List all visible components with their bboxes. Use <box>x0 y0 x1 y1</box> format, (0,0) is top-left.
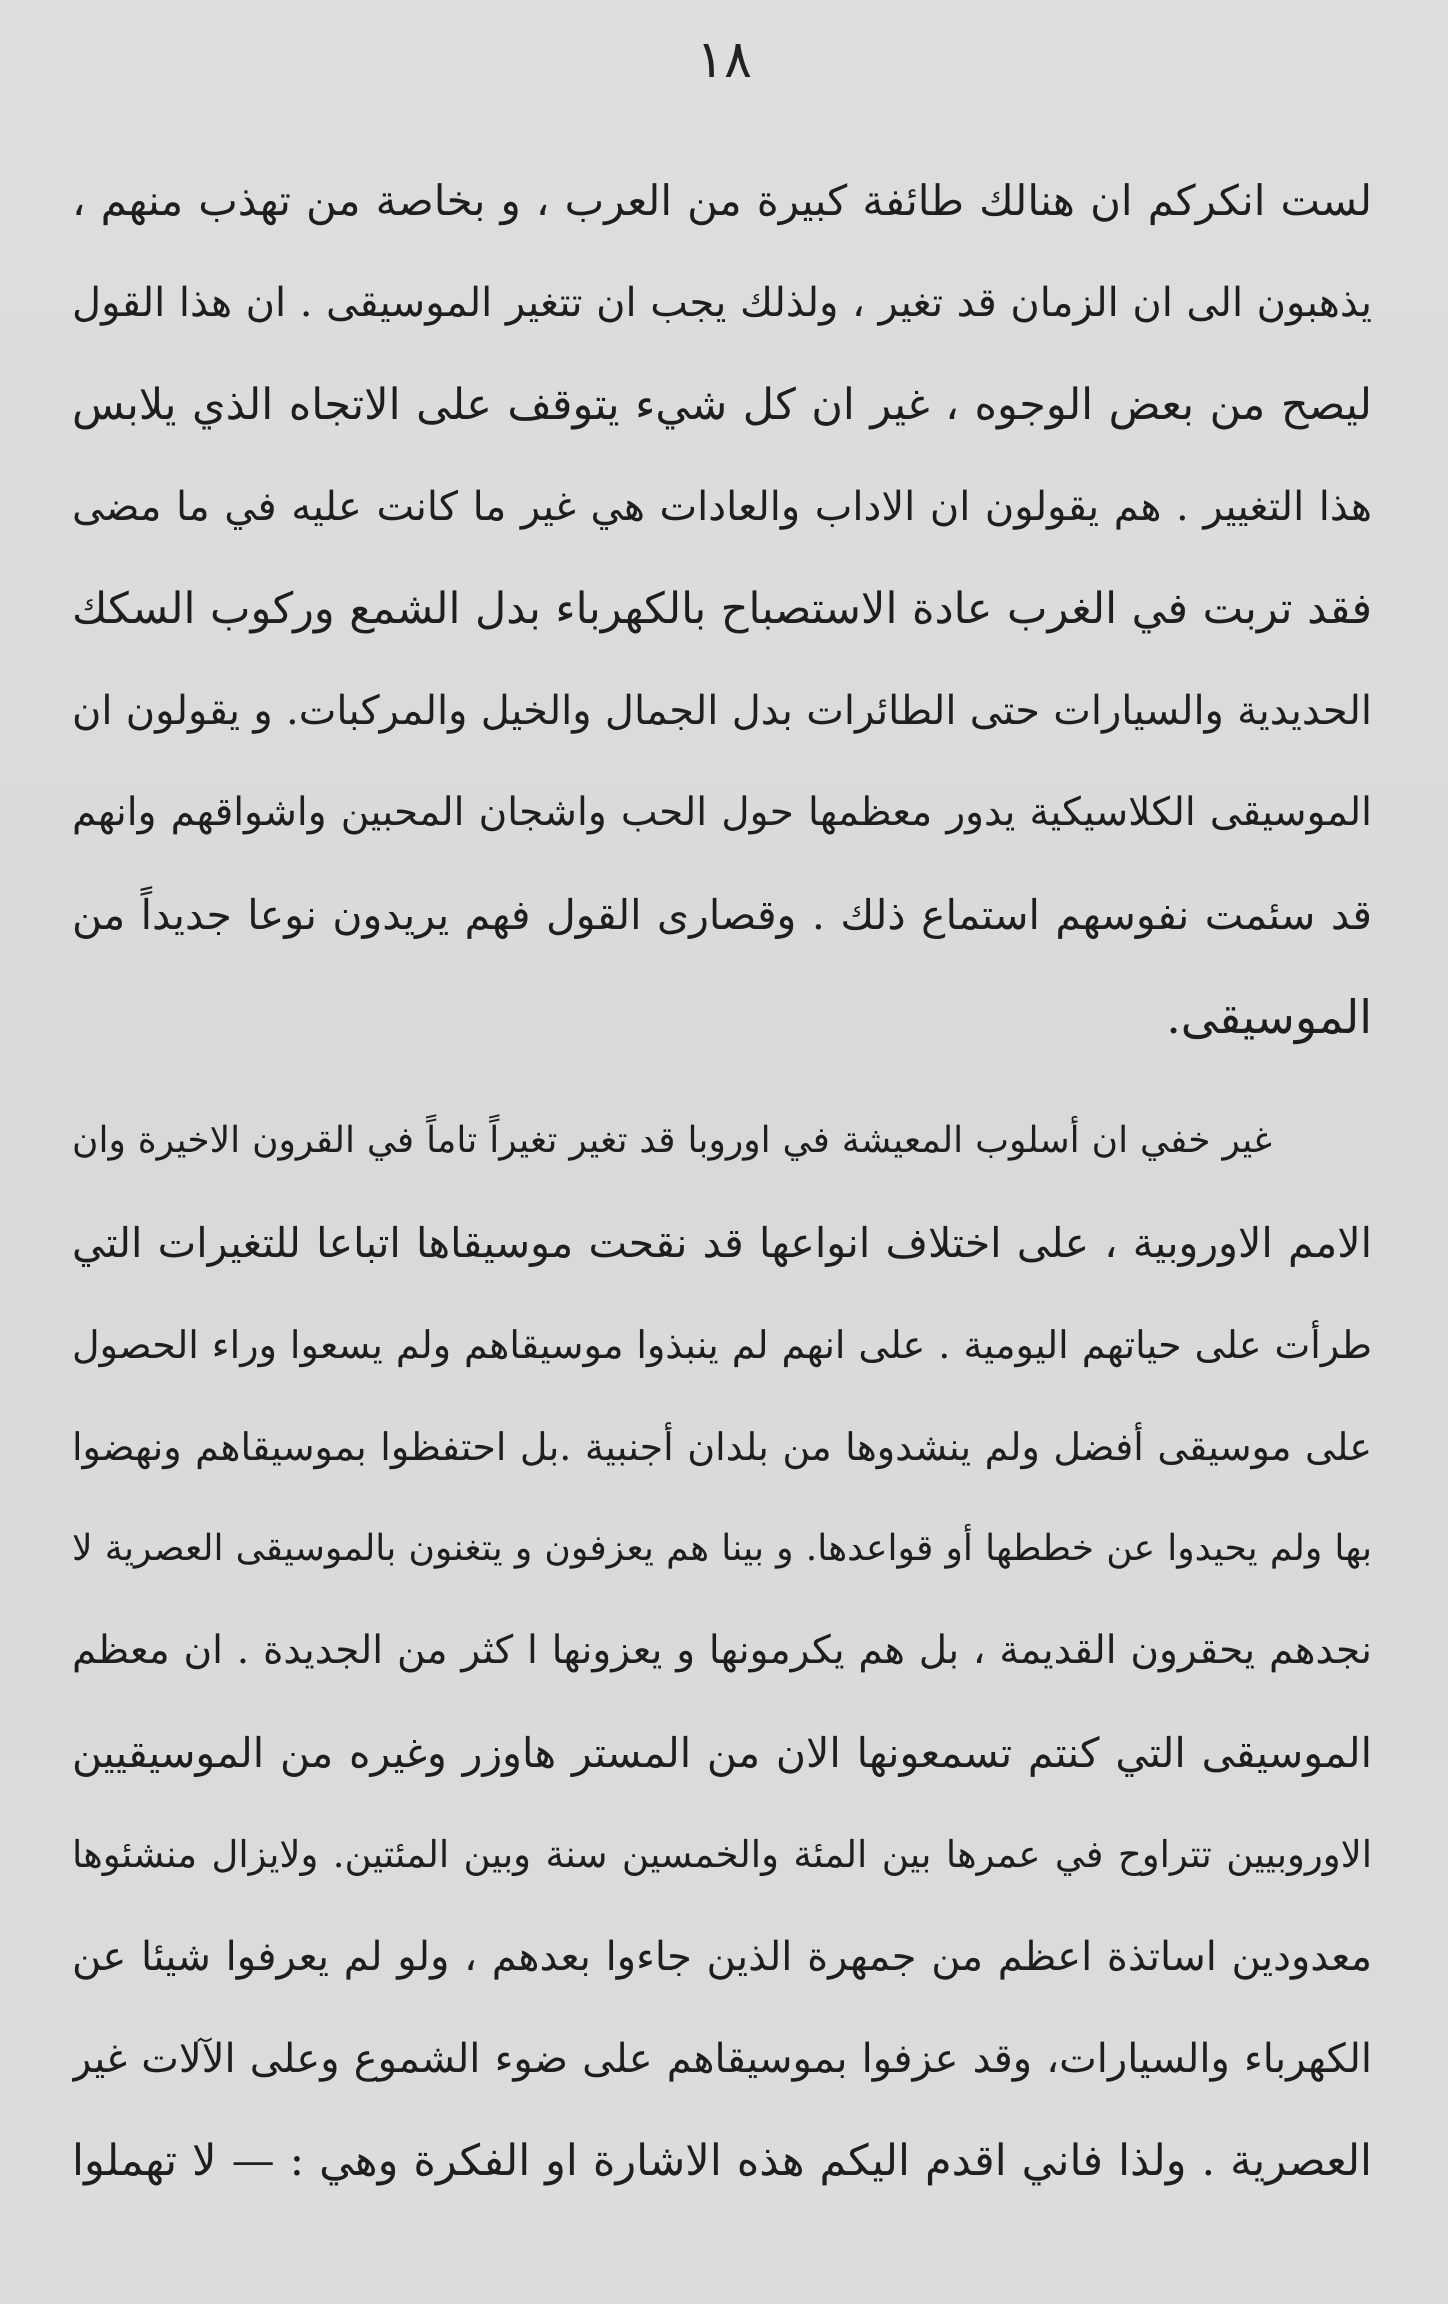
paragraph-1 <box>72 150 1372 1068</box>
text-line: الحديدية والسيارات حتى الطائرات بدل الجمال والخيل والمركبات. و يقولون ان <box>72 688 1372 734</box>
text-line: هذا التغيير . هم يقولون ان الاداب والعادات هي غير ما كانت عليه في ما مضى <box>72 484 1372 530</box>
text-line: الموسيقى الكلاسيكية يدور معظمها حول الحب واشجان المحبين واشواقهم وانهم <box>72 790 1372 835</box>
text-line: بها ولم يحيدوا عن خططها أو قواعدها. و بينا هم يعزفون و يتغنون بالموسيقى العصرية لا <box>72 1528 1372 1569</box>
text-line: الامم الاوروبية ، على اختلاف انواعها قد نقحت موسيقاها اتباعا للتغيرات التي <box>72 1219 1372 1267</box>
text-line: الكهرباء والسيارات، وقد عزفوا بموسيقاهم على ضوء الشموع وعلى الآلات غير <box>72 2036 1372 2082</box>
text-line: نجدهم يحقرون القديمة ، بل هم يكرمونها و يعزونها ا كثر من الجديدة . ان معظم <box>72 1628 1372 1673</box>
body-text <box>72 150 1372 2212</box>
text-line: على موسيقى أفضل ولم ينشدوها من بلدان أجنبية .بل احتفظوا بموسيقاهم ونهضوا <box>72 1425 1372 1469</box>
text-line: معدودين اساتذة اعظم من جمهرة الذين جاءوا بعدهم ، ولو لم يعرفوا شيئا عن <box>72 1934 1372 1980</box>
text-line: طرأت على حياتهم اليومية . على انهم لم ينبذوا موسيقاهم ولم يسعوا وراء الحصول <box>72 1323 1372 1367</box>
text-line: يذهبون الى ان الزمان قد تغير ، ولذلك يجب ان تتغير الموسيقى . ان هذا القول <box>72 280 1372 326</box>
text-line: ليصح من بعض الوجوه ، غير ان كل شيء يتوقف على الاتجاه الذي يلابس <box>72 380 1372 430</box>
page-number: ١٨ <box>696 30 752 90</box>
text-line: الموسيقى. <box>1166 990 1372 1044</box>
text-line: غير خفي ان أسلوب المعيشة في اوروبا قد تغير تغيراً تاماً في القرون الاخيرة وان <box>72 1120 1272 1161</box>
text-line: فقد تربت في الغرب عادة الاستصباح بالكهرباء بدل الشمع وركوب السكك <box>72 584 1372 634</box>
text-line: الاوروبيين تتراوح في عمرها بين المئة والخمسين سنة وبين المئتين. ولايزال منشئوها <box>72 1833 1372 1876</box>
text-line: لست انكركم ان هنالك طائفة كبيرة من العرب ، و بخاصة من تهذب منهم ، <box>72 176 1372 225</box>
text-line: العصرية . ولذا فاني اقدم اليكم هذه الاشارة او الفكرة وهي : — لا تهملوا <box>72 2136 1372 2186</box>
paragraph-2 <box>72 1090 1372 2212</box>
text-line: الموسيقى التي كنتم تسمعونها الان من المستر هاوزر وغيره من الموسيقيين <box>72 1729 1372 1777</box>
text-line: قد سئمت نفوسهم استماع ذلك . وقصارى القول فهم يريدون نوعا جديداً من <box>72 891 1372 939</box>
